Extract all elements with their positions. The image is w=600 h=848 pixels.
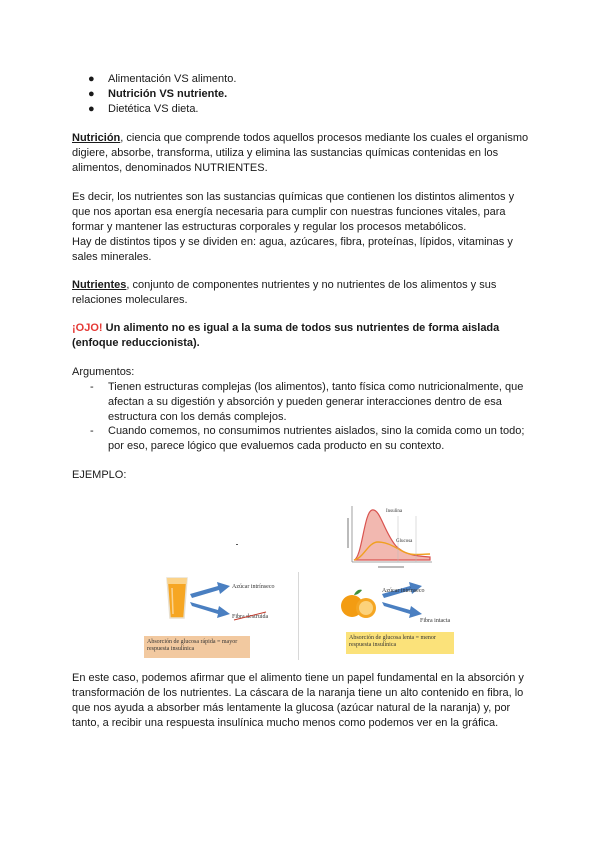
juice-glass-icon: [164, 576, 190, 620]
left-caption-box: [144, 636, 250, 658]
bullet-text: Alimentación VS alimento.: [108, 73, 237, 85]
figure-speck: [236, 544, 238, 545]
ejemplo-heading: EJEMPLO:: [72, 469, 127, 481]
insulin-curve: [354, 510, 430, 560]
figure-divider: [298, 572, 299, 660]
right-arrow1-label: Azúcar intrínseco: [382, 588, 425, 594]
argumento-text: Cuando comemos, no consumimos nutrientes aislados, sino la comida como un todo; por eso, parece lógico que evaluemos cada producto en su contexto.: [108, 425, 525, 452]
nutricion-definition: , ciencia que comprende todos aquellos procesos mediante los cuales el organismo digiere, absorbe, transforma, utiliza y elimina las sustancias químicas contenidas en los alimentos, denominados NUTRIENTES.: [72, 132, 529, 174]
conclusion-paragraph: En este caso, podemos afirmar que el alimento tiene un papel fundamental en la absorción y transformación de los nutrientes. La cáscara de la naranja tiene un alto contenido en fibra, lo que nos ayuda a absorber más lentamente la glucosa (azúcar natural de la naranja) y, por tanto, a recibir una respuesta insulínica mucho menos como podemos ver en la gráfica.: [72, 672, 524, 729]
chart-label-bottom: Glucosa: [396, 539, 413, 544]
orange-pulp: [359, 601, 373, 615]
right-arrow2-label: Fibra intacta: [420, 618, 451, 624]
nutrientes-term: Nutrientes: [72, 279, 127, 291]
cross-out-mark: [232, 610, 268, 622]
dash-marker: -: [90, 381, 94, 393]
right-caption-box: [346, 632, 454, 654]
example-figure: [147, 500, 451, 660]
nutricion-term: Nutrición: [72, 132, 121, 144]
bullet-text: Nutrición VS nutriente.: [108, 88, 228, 100]
argumentos-title: Argumentos:: [72, 366, 135, 378]
bullet-dot: ●: [88, 88, 95, 100]
ojo-label: ¡OJO!: [72, 322, 103, 334]
right-caption-text: Absorción de glucosa lenta = menor respuesta insulínica: [349, 635, 436, 648]
right-arrows: [380, 580, 424, 620]
nutrientes-definition: , conjunto de componentes nutrientes y no nutrientes de los alimentos y sus relaciones moleculares.: [72, 279, 497, 306]
bullet-text: Dietética VS dieta.: [108, 103, 199, 115]
left-arrow1-label: Azúcar intrínseco: [232, 584, 275, 590]
arrow-up-icon: [190, 582, 230, 598]
nutricion-paragraph: [72, 131, 532, 176]
oranges-icon: [340, 586, 380, 620]
chart-ylabel-mark: [347, 518, 349, 548]
argumento-text: Tienen estructuras complejas (los alimentos), tanto física como nutricionalmente, que afectan a su digestión y absorción y pueden generar interacciones dentro de esa estructura con los demás complejos.: [108, 381, 524, 423]
es-decir-text: Es decir, los nutrientes son las sustancias químicas que contienen los distintos alimentos y que nos aportan esa energía necesaria para cumplir con nuestras funciones vitales, para formar y mantener las estructuras corporales y regular los procesos metabólicos.: [72, 191, 515, 233]
ojo-paragraph: [72, 321, 532, 351]
chart-xlabel-mark: [378, 566, 404, 568]
left-caption-text: Absorción de glucosa rápida = mayor respuesta insulínica: [147, 639, 238, 652]
dash-marker: -: [90, 425, 94, 437]
nutrientes-paragraph: [72, 278, 532, 308]
orange-leaf: [354, 590, 362, 595]
arrow-down-icon: [382, 602, 422, 618]
left-arrow2-label: Fibra destruida: [232, 614, 269, 620]
chart-label-top: Insulina: [386, 509, 403, 514]
bullet-dot: ●: [88, 103, 95, 115]
es-decir-paragraph: [72, 190, 532, 265]
arrow-down-icon: [190, 602, 230, 618]
bullet-dot: ●: [88, 73, 95, 85]
left-arrows: [188, 580, 232, 620]
tipos-text: Hay de distintos tipos y se dividen en: agua, azúcares, fibra, proteínas, lípidos, vitaminas y sales minerales.: [72, 236, 513, 263]
ojo-text: Un alimento no es igual a la suma de todos sus nutrientes de forma aislada (enfoque reduccionista).: [72, 322, 500, 349]
